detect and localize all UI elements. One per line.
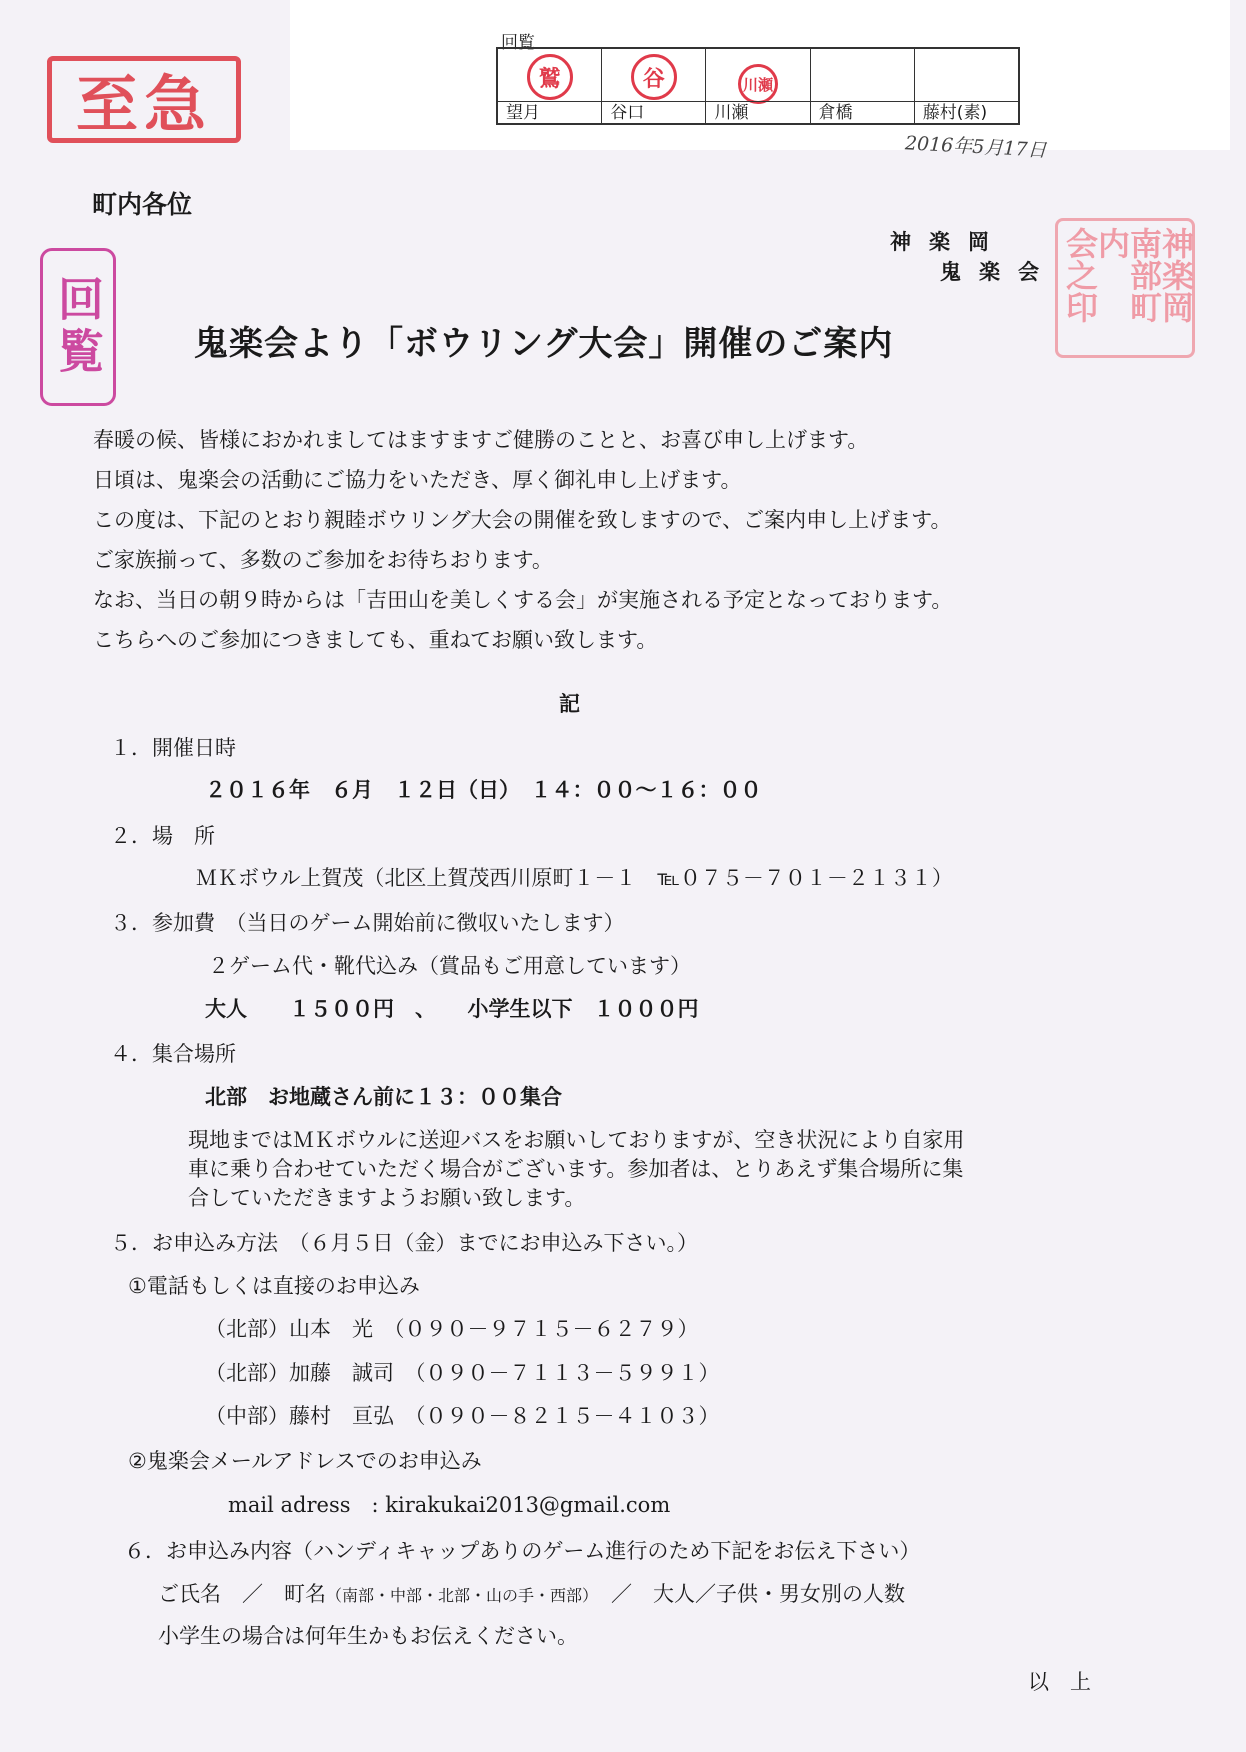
meeting-note-line: 現地まではＭＫボウルに送迎バスをお願いしておりますが、空き状況により自家用 [188, 1128, 965, 1152]
circulation-name: 倉橋 [811, 101, 914, 123]
page-title: 鬼楽会より「ボウリング大会」開催のご案内 [194, 324, 894, 364]
circulation-name: 望月 [498, 101, 601, 123]
handwritten-date: 2016年5月17日 [904, 132, 1048, 162]
circulation-stamp: 回覧 [40, 248, 116, 406]
application-note: 小学生の場合は何年生かもお伝えください。 [158, 1624, 578, 1648]
name-seal: 川瀬 [738, 64, 778, 104]
meeting-note-line: 車に乗り合わせていただく場合がございます。参加者は、とりあえず集合場所に集 [188, 1157, 964, 1181]
circulation-cell [811, 49, 915, 123]
intro-line: 春暖の候、皆様におかれましてはますますご健勝のことと、お喜び申し上げます。 [93, 428, 869, 452]
event-datetime: ２０１６年 ６月 １２日（日） １４：００～１６：００ [205, 778, 762, 802]
ki-heading: 記 [559, 692, 580, 716]
name-seal: 鷲 [527, 54, 573, 100]
apply-by-email: ②鬼楽会メールアドレスでのお申込み [128, 1449, 482, 1473]
section-4-heading: ４．集合場所 [110, 1042, 236, 1066]
intro-paragraph [93, 420, 1193, 660]
circulation-name: 川瀬 [706, 101, 809, 123]
fee-includes: ２ゲーム代・靴代込み（賞品もご用意しています） [208, 954, 691, 978]
intro-line: この度は、下記のとおり親睦ボウリング大会の開催を致しますので、ご案内申し上げます。 [93, 508, 952, 532]
section-6-heading: ６．お申込み内容（ハンディキャップありのゲーム進行のため下記をお伝え下さい） [124, 1539, 921, 1563]
circulation-cell [915, 49, 1018, 123]
application-fields: ご氏名 ／ 町名（南部・中部・北部・山の手・西部） ／ 大人／子供・男女別の人数 [158, 1582, 906, 1606]
urgent-stamp: 至急 [47, 56, 241, 143]
circulation-table [496, 47, 1020, 125]
intro-line: こちらへのご参加につきましても、重ねてお願い致します。 [93, 628, 658, 652]
section-5-heading: ５．お申込み方法 （６月５日（金）までにお申込み下さい。） [110, 1231, 698, 1255]
circulation-cell [602, 49, 706, 123]
circulation-cell [498, 49, 602, 123]
contact-row: （中部）藤村 亘弘 （０９０－８２１５－４１０３） [205, 1404, 720, 1428]
intro-line: なお、当日の朝９時からは「吉田山を美しくする会」が実施される予定となっております。 [93, 588, 953, 612]
sender-group: 鬼楽会 [940, 260, 1057, 284]
circulation-name: 谷口 [602, 101, 705, 123]
sender-area: 神楽岡 [890, 230, 1007, 254]
circulation-label: 回覧 [501, 33, 535, 53]
circulation-cell [706, 49, 810, 123]
apply-by-phone: ①電話もしくは直接のお申込み [128, 1274, 420, 1298]
recipient: 町内各位 [92, 190, 193, 219]
section-3-heading: ３．参加費 （当日のゲーム開始前に徴収いたします） [110, 911, 625, 935]
name-seal: 谷 [631, 54, 677, 100]
contact-row: （北部）加藤 誠司 （０９０－７１１３－５９９１） [205, 1361, 720, 1385]
section-1-heading: １．開催日時 [110, 736, 236, 760]
closing: 以 上 [1028, 1670, 1091, 1694]
venue: ＭＫボウル上賀茂（北区上賀茂西川原町１－１ ℡０７５－７０１－２１３１） [196, 866, 953, 890]
contact-row: （北部）山本 光 （０９０－９７１５－６２７９） [205, 1317, 699, 1341]
intro-line: ご家族揃って、多数のご参加をお待ちおります。 [93, 548, 553, 572]
meeting-point: 北部 お地蔵さん前に１３：００集合 [205, 1085, 562, 1109]
intro-line: 日頃は、鬼楽会の活動にご協力をいただき、厚く御礼申し上げます。 [93, 468, 742, 492]
email-address: mail adress : kirakukai2013@gmail.com [228, 1493, 671, 1517]
section-2-heading: ２．場 所 [110, 824, 215, 848]
circulation-name: 藤村(素) [915, 101, 1018, 123]
town-association-seal: 神楽岡 南部町内 会之印 [1055, 218, 1195, 358]
meeting-note-line: 合していただきますようお願い致します。 [188, 1186, 586, 1210]
fee-amounts: 大人 １５００円 、 小学生以下 １０００円 [205, 997, 699, 1021]
